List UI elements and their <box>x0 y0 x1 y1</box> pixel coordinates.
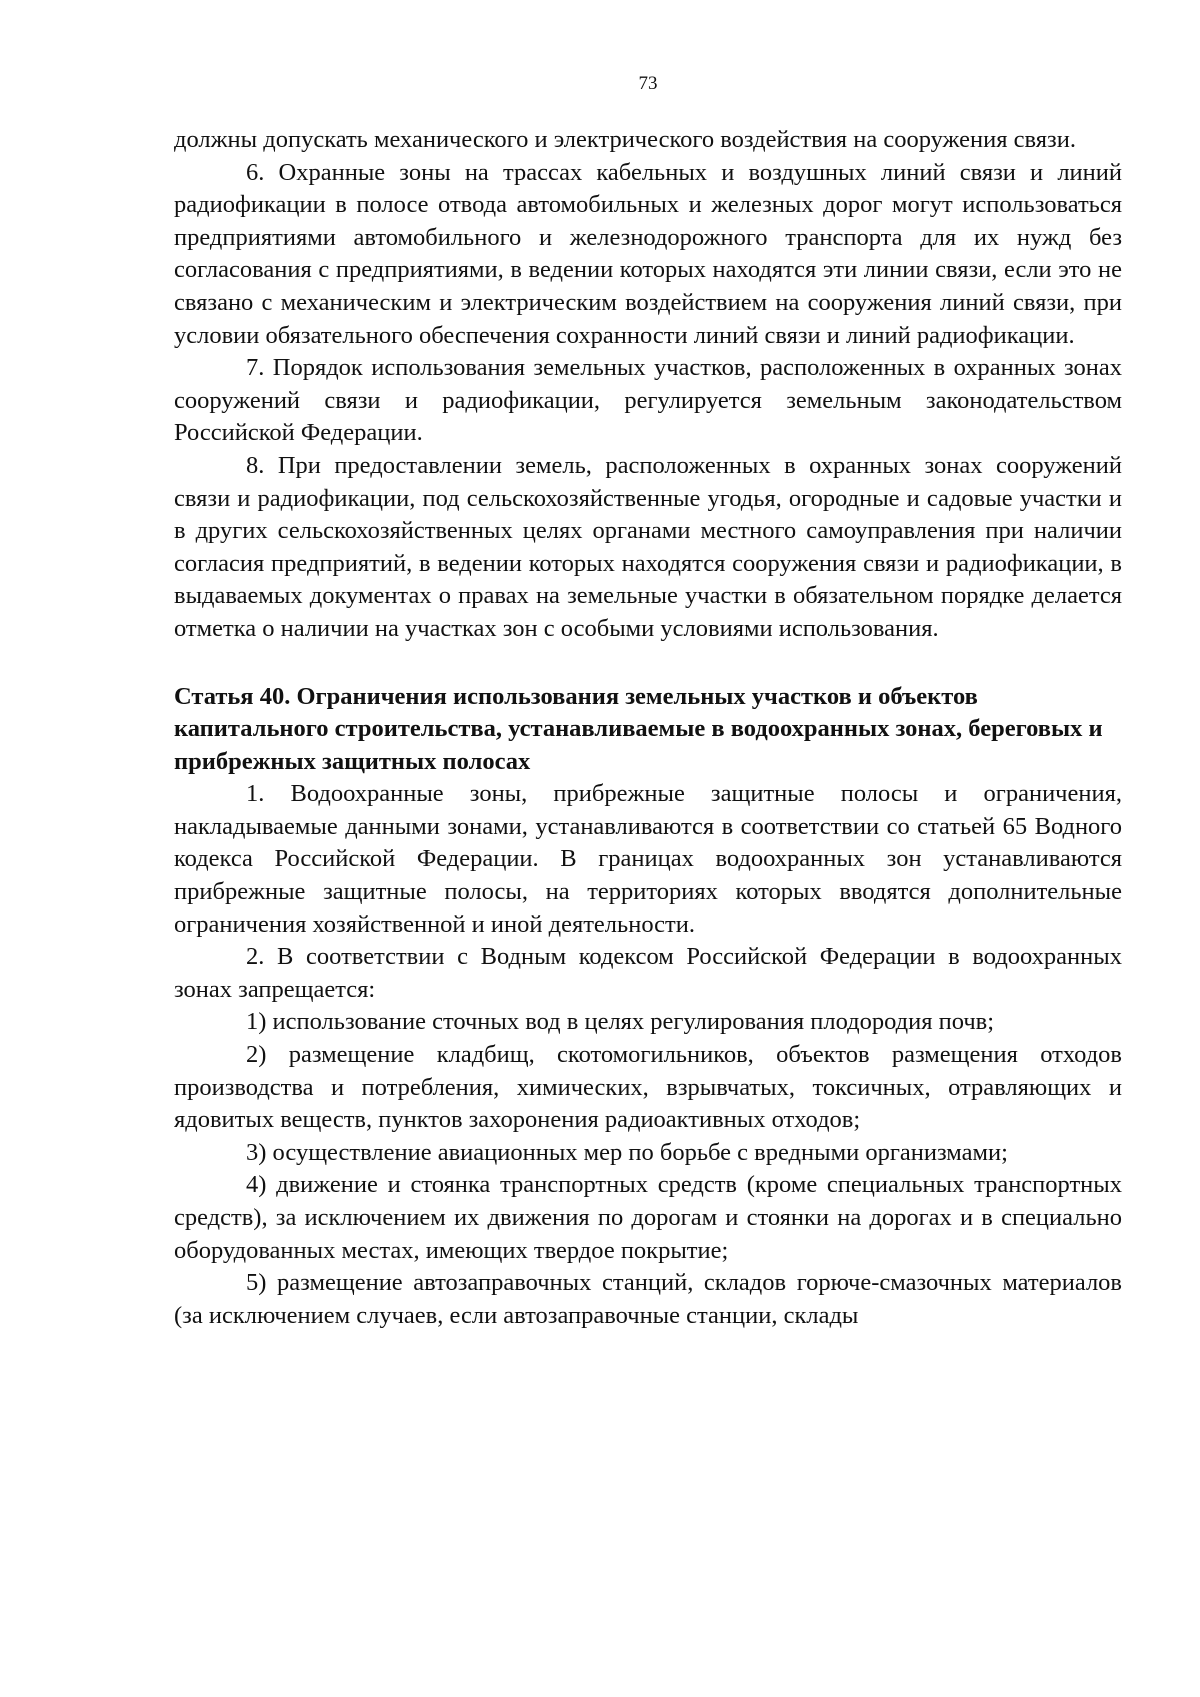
document-page <box>174 72 1122 1332</box>
article-paragraph-2: 2. В соответствии с Водным кодексом Российской Федерации в водоохранных зонах запрещается: <box>174 943 1122 1003</box>
section-spacer <box>174 646 1122 681</box>
list-item-1: 1) использование сточных вод в целях регулирования плодородия почв; <box>246 1008 995 1036</box>
list-item-3: 3) осуществление авиационных мер по борьбе с вредными организмами; <box>246 1138 1008 1166</box>
article-paragraph-1: 1. Водоохранные зоны, прибрежные защитные полосы и ограничения, накладываемые данными зонами, устанавливаются в соответствии со статьей 65 Водного кодекса Российской Федерации. В границах водоохранных зон устанавливаются прибрежные защитные полосы, на территориях которых вводятся дополнительные ограничения хозяйственной и иной деятельности. <box>174 780 1122 938</box>
list-item-4: 4) движение и стоянка транспортных средств (кроме специальных транспортных средств), за исключением их движения по дорогам и стоянки на дорогах и в специально оборудованных местах, имеющих твердое покрытие; <box>174 1171 1122 1264</box>
paragraph-item-6: 6. Охранные зоны на трассах кабельных и воздушных линий связи и линий радиофикации в полосе отвода автомобильных и железных дорог могут использоваться предприятиями автомобильного и железнодорожного транспорта для их нужд без согласования с предприятиями, в ведении которых находятся эти линии связи, если это не связано с механическим и электрическим воздействием на сооружения линий связи, при условии обязательного обеспечения сохранности линий связи и линий радиофикации. <box>174 158 1122 349</box>
list-item-2: 2) размещение кладбищ, скотомогильников, объектов размещения отходов производства и потребления, химических, взрывчатых, токсичных, отравляющих и ядовитых веществ, пунктов захоронения радиоактивных отходов; <box>174 1041 1122 1134</box>
article-heading: Статья 40. Ограничения использования земельных участков и объектов капитального строительства, устанавливаемые в водоохранных зонах, береговых и прибрежных защитных полосах <box>174 682 1103 775</box>
paragraph-item-8: 8. При предоставлении земель, расположенных в охранных зонах сооружений связи и радиофикации, под сельскохозяйственные угодья, огородные и садовые участки и в других сельскохозяйственных целях органами местного самоуправления при наличии согласия предприятий, в ведении которых находятся сооружения связи и радиофикации, в выдаваемых документах о правах на земельные участки в обязательном порядке делается отметка о наличии на участках зон с особыми условиями использования. <box>174 451 1122 642</box>
paragraph-item-7: 7. Порядок использования земельных участков, расположенных в охранных зонах сооружений связи и радиофикации, регулируется земельным законодательством Российской Федерации. <box>174 354 1122 447</box>
list-item-5: 5) размещение автозаправочных станций, складов горюче-смазочных материалов (за исключением случаев, если автозаправочные станции, склады <box>174 1269 1122 1329</box>
page-number: 73 <box>638 73 658 94</box>
paragraph-continuation: должны допускать механического и электрического воздействия на сооружения связи. <box>174 126 1076 153</box>
